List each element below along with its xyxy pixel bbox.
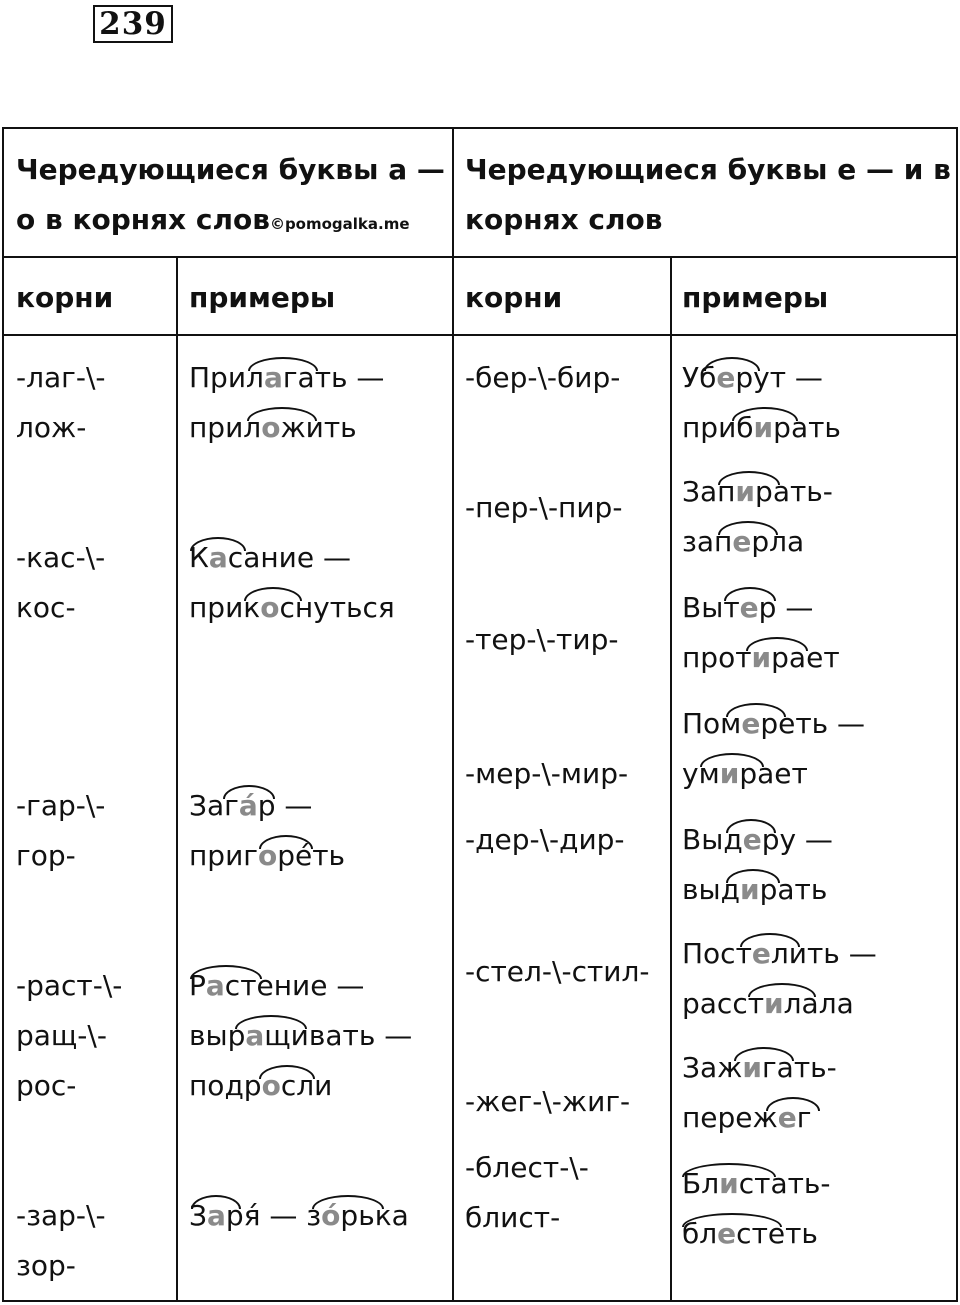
example-line: подросли — [189, 1069, 333, 1102]
col-examples-left: примеры — [189, 281, 336, 314]
vowel-highlight: а — [206, 1199, 226, 1232]
root-cell: -бер-\-бир- — [465, 361, 621, 394]
root-cell: -гар-\- — [16, 789, 106, 822]
vowel-highlight: е — [777, 1101, 797, 1134]
vowel-highlight: а — [245, 1019, 265, 1052]
divider-right — [670, 257, 672, 1300]
vowel-highlight: а — [205, 969, 225, 1002]
example-line: Блистать- — [682, 1167, 831, 1200]
watermark: ©pomogalka.me — [269, 215, 410, 233]
root-cell: -раст-\- — [16, 969, 123, 1002]
root-cell: -зар-\- — [16, 1199, 106, 1232]
right-title-line2: корнях слов — [465, 203, 663, 236]
vowel-highlight: о — [261, 1069, 281, 1102]
vowel-highlight: е — [742, 823, 762, 856]
example-line: Вытер — — [682, 591, 814, 624]
vowel-highlight: а́ — [238, 789, 258, 822]
vowel-highlight: о́ — [321, 1199, 341, 1232]
root-cell: зор- — [16, 1249, 76, 1282]
col-roots-right: корни — [465, 281, 563, 314]
root-cell: рос- — [16, 1069, 77, 1102]
root-cell: ращ-\- — [16, 1019, 107, 1052]
vowel-highlight: о — [261, 411, 281, 444]
divider-subheader — [4, 334, 956, 336]
divider-left — [176, 257, 178, 1300]
left-title-line1: Чередующиеся буквы а — — [16, 153, 445, 186]
example-line: Выдеру — — [682, 823, 833, 856]
col-examples-right: примеры — [682, 281, 829, 314]
root-cell: -мер-\-мир- — [465, 757, 629, 790]
root-cell: лож- — [16, 411, 87, 444]
example-line: умирает — [682, 757, 808, 790]
vowel-highlight: е — [739, 591, 759, 624]
divider-main — [452, 129, 454, 1300]
vowel-highlight: е — [716, 361, 736, 394]
vowel-highlight: и — [719, 757, 740, 790]
example-line: Помереть — — [682, 707, 866, 740]
root-cell: -дер-\-дир- — [465, 823, 625, 856]
vowel-highlight: а — [263, 361, 283, 394]
root-cell: -тер-\-тир- — [465, 623, 619, 656]
exercise-number: 239 — [93, 5, 173, 43]
vowel-highlight: а — [208, 541, 228, 574]
example-line: протирает — [682, 641, 840, 674]
example-line: Постелить — — [682, 937, 877, 970]
root-cell: -блест-\- — [465, 1151, 589, 1184]
root-cell: -кас-\- — [16, 541, 106, 574]
example-line: пригоре́ть — [189, 839, 346, 872]
root-cell: -стел-\-стил- — [465, 955, 650, 988]
root-cell: -жег-\-жиг- — [465, 1085, 631, 1118]
example-line: Уберут — — [682, 361, 823, 394]
example-line: Зажигать- — [682, 1051, 837, 1084]
root-cell: -пер-\-пир- — [465, 491, 623, 524]
left-title-line2: о в корнях слов©pomogalka.me — [16, 203, 410, 236]
example-line: Растение — — [189, 969, 365, 1002]
example-line: приложить — [189, 411, 357, 444]
root-cell: кос- — [16, 591, 76, 624]
example-line: прибирать — [682, 411, 841, 444]
vowel-highlight: е — [717, 1217, 737, 1250]
example-line: Заря́ — зо́рька — [189, 1199, 409, 1232]
example-line: Запирать- — [682, 475, 833, 508]
vowel-highlight: о — [258, 839, 278, 872]
vowel-highlight: и — [742, 1051, 762, 1084]
example-line: Зага́р — — [189, 789, 313, 822]
example-line: расстилала — [682, 987, 854, 1020]
example-line: Касание — — [189, 541, 351, 574]
vowel-highlight: е — [732, 525, 752, 558]
vowel-highlight: е — [741, 707, 761, 740]
example-line: пережег — [682, 1101, 812, 1134]
example-line: блестеть — [682, 1217, 818, 1250]
col-roots-left: корни — [16, 281, 114, 314]
vowel-highlight: и — [764, 987, 784, 1020]
example-line: прикоснуться — [189, 591, 395, 624]
vowel-highlight: и — [753, 411, 774, 444]
divider-header — [4, 256, 956, 258]
vowel-highlight: е — [751, 937, 771, 970]
vowel-highlight: и — [735, 475, 756, 508]
root-cell: гор- — [16, 839, 76, 872]
root-cell: блист- — [465, 1201, 561, 1234]
example-line: выдирать — [682, 873, 828, 906]
vowel-highlight: и — [751, 641, 772, 674]
right-title-line1: Чередующиеся буквы е — и в — [465, 153, 951, 186]
root-cell: -лаг-\- — [16, 361, 106, 394]
vowel-highlight: о — [260, 591, 280, 624]
example-line: заперла — [682, 525, 805, 558]
example-line: Прилагать — — [189, 361, 385, 394]
alternation-table — [2, 127, 958, 1302]
vowel-highlight: и — [719, 1167, 739, 1200]
example-line: выращивать — — [189, 1019, 413, 1052]
vowel-highlight: и — [739, 873, 760, 906]
